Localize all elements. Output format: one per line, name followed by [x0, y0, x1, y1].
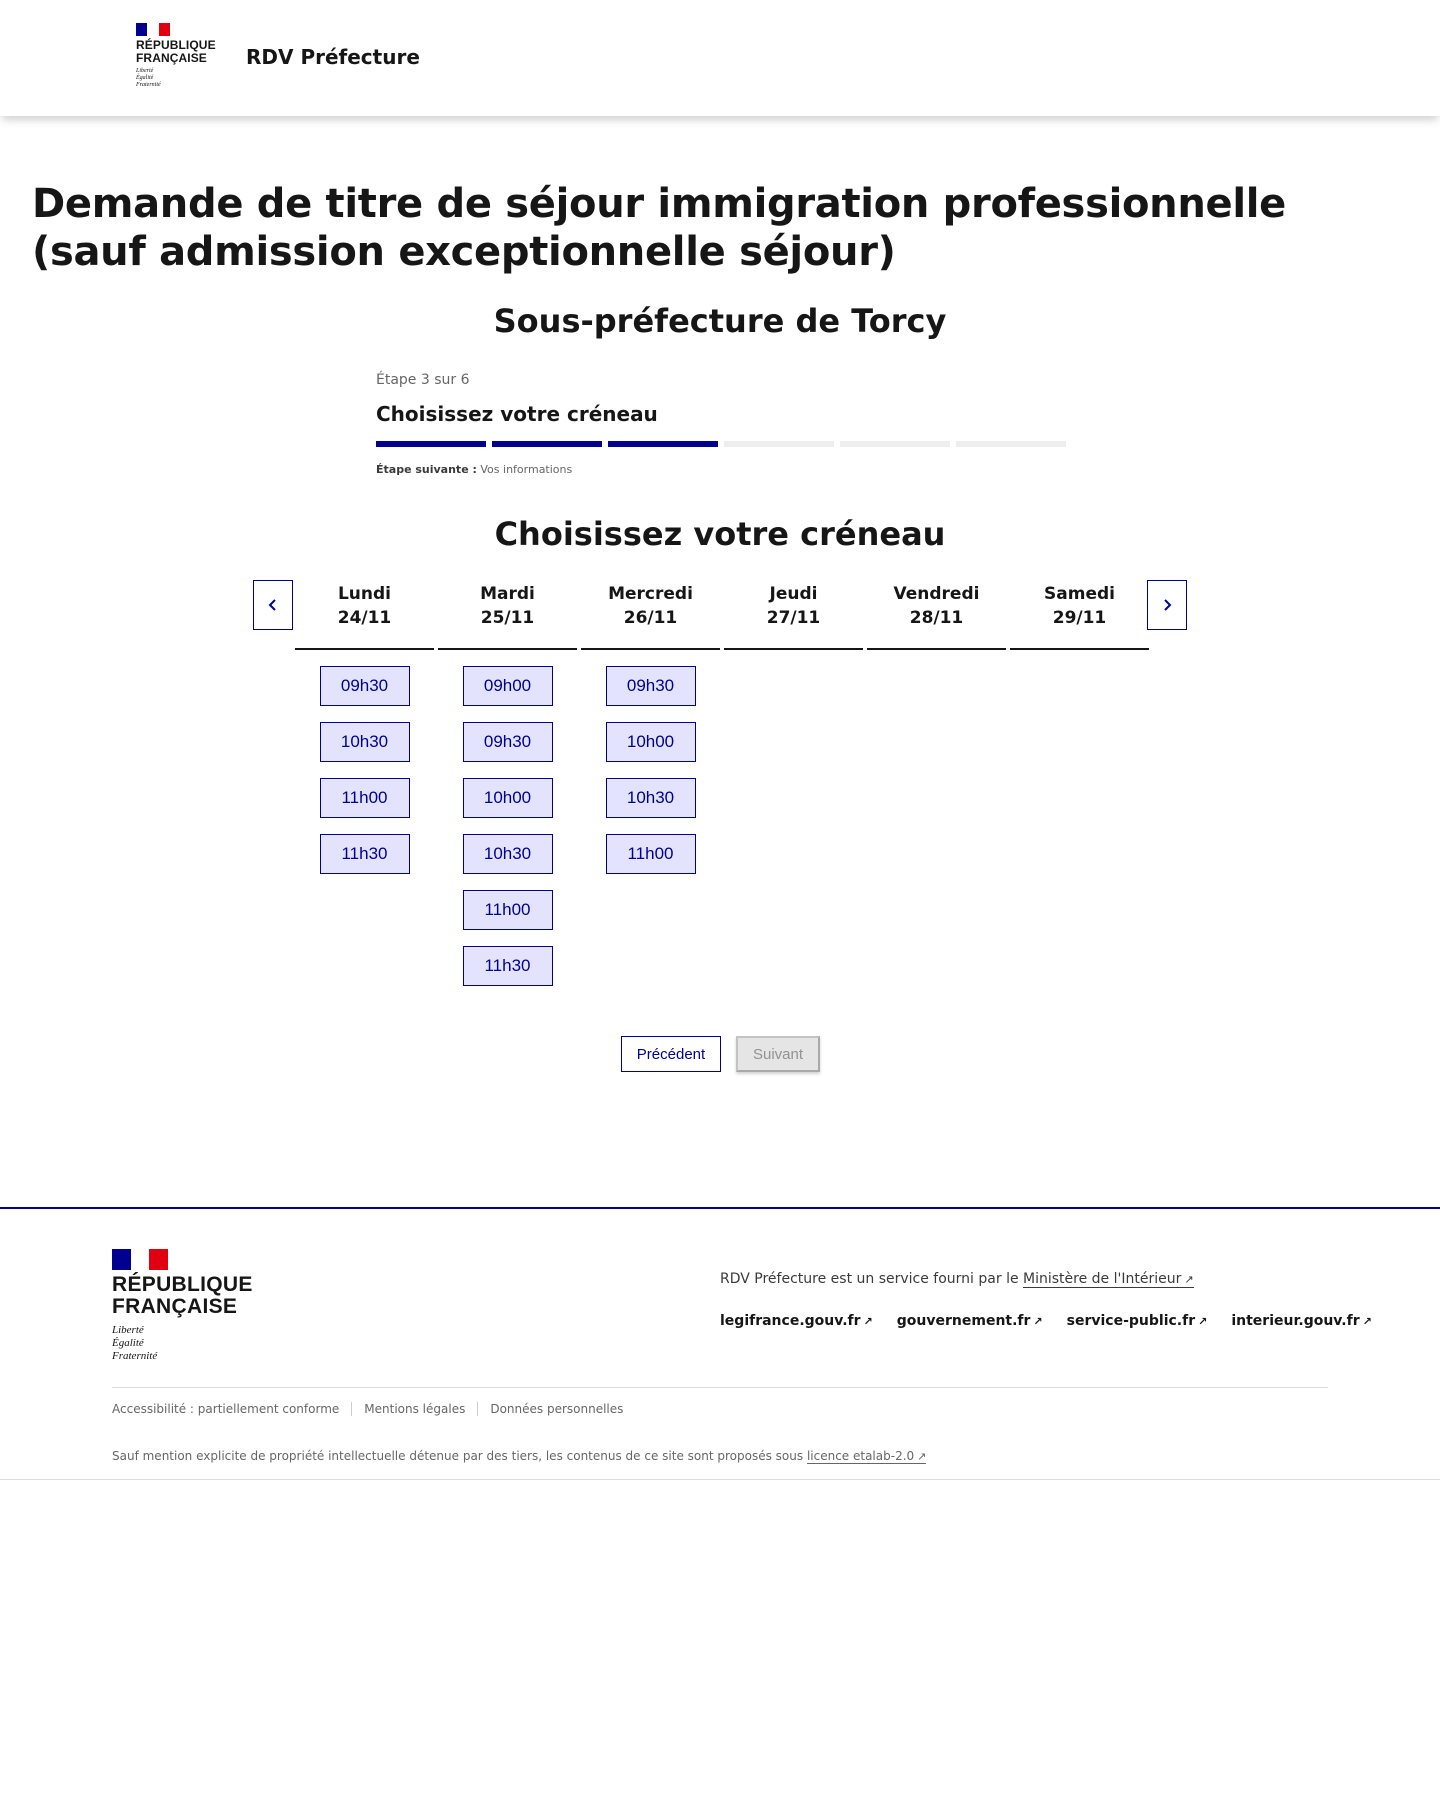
previous-week-button[interactable] — [253, 580, 293, 630]
ministere-link[interactable] — [1023, 1271, 1194, 1288]
stepper-bar — [956, 441, 1066, 447]
footer-external-links — [720, 1313, 1372, 1329]
calendar-title: Choisissez votre créneau — [494, 515, 946, 553]
day-column — [1008, 580, 1151, 986]
day-name: Samedi — [1044, 584, 1115, 604]
external-link-icon: ↗ — [1033, 1315, 1043, 1328]
time-slot-button[interactable]: 11h00 — [463, 890, 553, 930]
day-name: Lundi — [337, 584, 392, 604]
time-slot-button[interactable]: 09h00 — [463, 666, 553, 706]
footer-logo-line2: FRANÇAISE — [112, 1295, 238, 1318]
day-date: 29/11 — [1052, 608, 1107, 628]
footer-external-link[interactable] — [897, 1313, 1043, 1329]
day-column — [293, 580, 436, 986]
day-column — [865, 580, 1008, 986]
stepper-next-value: Vos informations — [480, 463, 573, 476]
time-slot-button[interactable]: 09h30 — [463, 722, 553, 762]
time-slot-button[interactable]: 10h30 — [320, 722, 410, 762]
licence-link-label: licence etalab-2.0 — [806, 1449, 915, 1463]
logo-line2: FRANÇAISE — [136, 51, 207, 65]
devise-liberte: Liberté — [136, 68, 154, 74]
stepper-bar — [724, 441, 834, 447]
slot-list — [320, 650, 410, 874]
footer-external-link-label: interieur.gouv.fr — [1231, 1313, 1360, 1329]
footer-external-link[interactable] — [1231, 1313, 1371, 1329]
devise-fraternite: Fraternité — [136, 82, 161, 88]
footer-external-link-label: gouvernement.fr — [896, 1313, 1031, 1329]
footer-bottom-links — [112, 1402, 635, 1416]
footer-external-link[interactable] — [1067, 1313, 1208, 1329]
stepper-bar — [608, 441, 718, 447]
chevron-right-icon — [1161, 592, 1173, 618]
day-header — [295, 580, 434, 650]
footer-bottom-link[interactable]: Données personnelles — [477, 1402, 635, 1416]
logo-line1: RÉPUBLIQUE — [136, 38, 216, 52]
page-title: Demande de titre de séjour immigration professionnelle (sauf admission exceptionnelle séjour) — [32, 181, 1286, 275]
stepper — [376, 372, 1066, 476]
stepper-bar — [840, 441, 950, 447]
footer-external-link[interactable] — [720, 1313, 873, 1329]
time-slot-button[interactable]: 09h30 — [606, 666, 696, 706]
ministere-link-label: Ministère de l'Intérieur — [1023, 1271, 1182, 1287]
next-week-button[interactable] — [1147, 580, 1187, 630]
time-slot-button[interactable]: 11h00 — [320, 778, 410, 818]
stepper-bar — [376, 441, 486, 447]
external-link-icon: ↗ — [1184, 1273, 1194, 1286]
site-footer — [0, 1207, 1440, 1480]
day-date: 27/11 — [766, 608, 821, 628]
previous-button[interactable]: Précédent — [621, 1036, 721, 1072]
day-name: Mercredi — [608, 584, 693, 604]
time-slot-button[interactable]: 09h30 — [320, 666, 410, 706]
french-flag-icon — [136, 23, 170, 36]
time-slot-button[interactable]: 11h00 — [606, 834, 696, 874]
day-header — [724, 580, 863, 650]
day-date: 28/11 — [909, 608, 964, 628]
day-header — [1010, 580, 1149, 650]
footer-republique-francaise-logo[interactable] — [112, 1249, 253, 1363]
time-slot-button[interactable]: 10h00 — [606, 722, 696, 762]
stepper-next-label: Étape suivante : — [376, 463, 477, 476]
day-date: 24/11 — [337, 608, 392, 628]
footer-licence — [112, 1449, 926, 1463]
footer-bottom-link[interactable]: Accessibilité : partiellement conforme — [112, 1402, 340, 1416]
slot-list — [606, 650, 696, 874]
footer-external-link-label: service-public.fr — [1066, 1313, 1196, 1329]
external-link-icon: ↗ — [1198, 1315, 1208, 1328]
slot-list — [463, 650, 553, 986]
day-name: Jeudi — [769, 584, 818, 604]
footer-devise-fraternite: Fraternité — [112, 1350, 158, 1362]
licence-link[interactable] — [807, 1449, 926, 1464]
chevron-left-icon — [267, 592, 279, 618]
day-date: 25/11 — [480, 608, 535, 628]
prefecture-name: Sous-préfecture de Torcy — [493, 302, 947, 340]
footer-bottom-link[interactable]: Mentions légales — [351, 1402, 477, 1416]
day-column — [579, 580, 722, 986]
day-header — [867, 580, 1006, 650]
footer-desc-text: RDV Préfecture est un service fourni par le — [720, 1271, 1019, 1287]
stepper-bar — [492, 441, 602, 447]
french-flag-icon — [112, 1249, 168, 1270]
time-slot-button[interactable]: 11h30 — [463, 946, 553, 986]
time-slot-button[interactable]: 11h30 — [320, 834, 410, 874]
calendar-days — [293, 580, 1151, 986]
external-link-icon: ↗ — [917, 1450, 927, 1463]
day-header — [438, 580, 577, 650]
footer-external-link-label: legifrance.gouv.fr — [720, 1313, 861, 1329]
day-name: Mardi — [480, 584, 535, 604]
next-button[interactable]: Suivant — [736, 1036, 820, 1072]
day-header — [581, 580, 720, 650]
day-column — [722, 580, 865, 986]
external-link-icon: ↗ — [863, 1315, 873, 1328]
devise-egalite: Égalité — [136, 75, 154, 81]
stepper-progress — [376, 441, 1066, 447]
stepper-next-step — [376, 463, 1066, 476]
time-slot-button[interactable]: 10h30 — [606, 778, 696, 818]
footer-divider — [112, 1387, 1328, 1388]
time-slot-button[interactable]: 10h30 — [463, 834, 553, 874]
site-header — [0, 0, 1440, 116]
footer-description — [720, 1271, 1194, 1287]
day-date: 26/11 — [623, 608, 678, 628]
stepper-state: Étape 3 sur 6 — [376, 372, 470, 388]
service-title[interactable]: RDV Préfecture — [246, 45, 420, 69]
external-link-icon: ↗ — [1362, 1315, 1372, 1328]
footer-devise-liberte: Liberté — [112, 1324, 144, 1336]
day-column — [436, 580, 579, 986]
footer-devise-egalite: Égalité — [112, 1337, 144, 1349]
day-name: Vendredi — [893, 584, 980, 604]
footer-logo-line1: RÉPUBLIQUE — [112, 1273, 253, 1296]
licence-text: Sauf mention explicite de propriété intellectuelle détenue par des tiers, les contenus de ce site sont proposés sous — [112, 1449, 804, 1463]
stepper-title: Choisissez votre créneau — [376, 402, 658, 426]
republique-francaise-logo[interactable] — [136, 23, 216, 89]
time-slot-button[interactable]: 10h00 — [463, 778, 553, 818]
